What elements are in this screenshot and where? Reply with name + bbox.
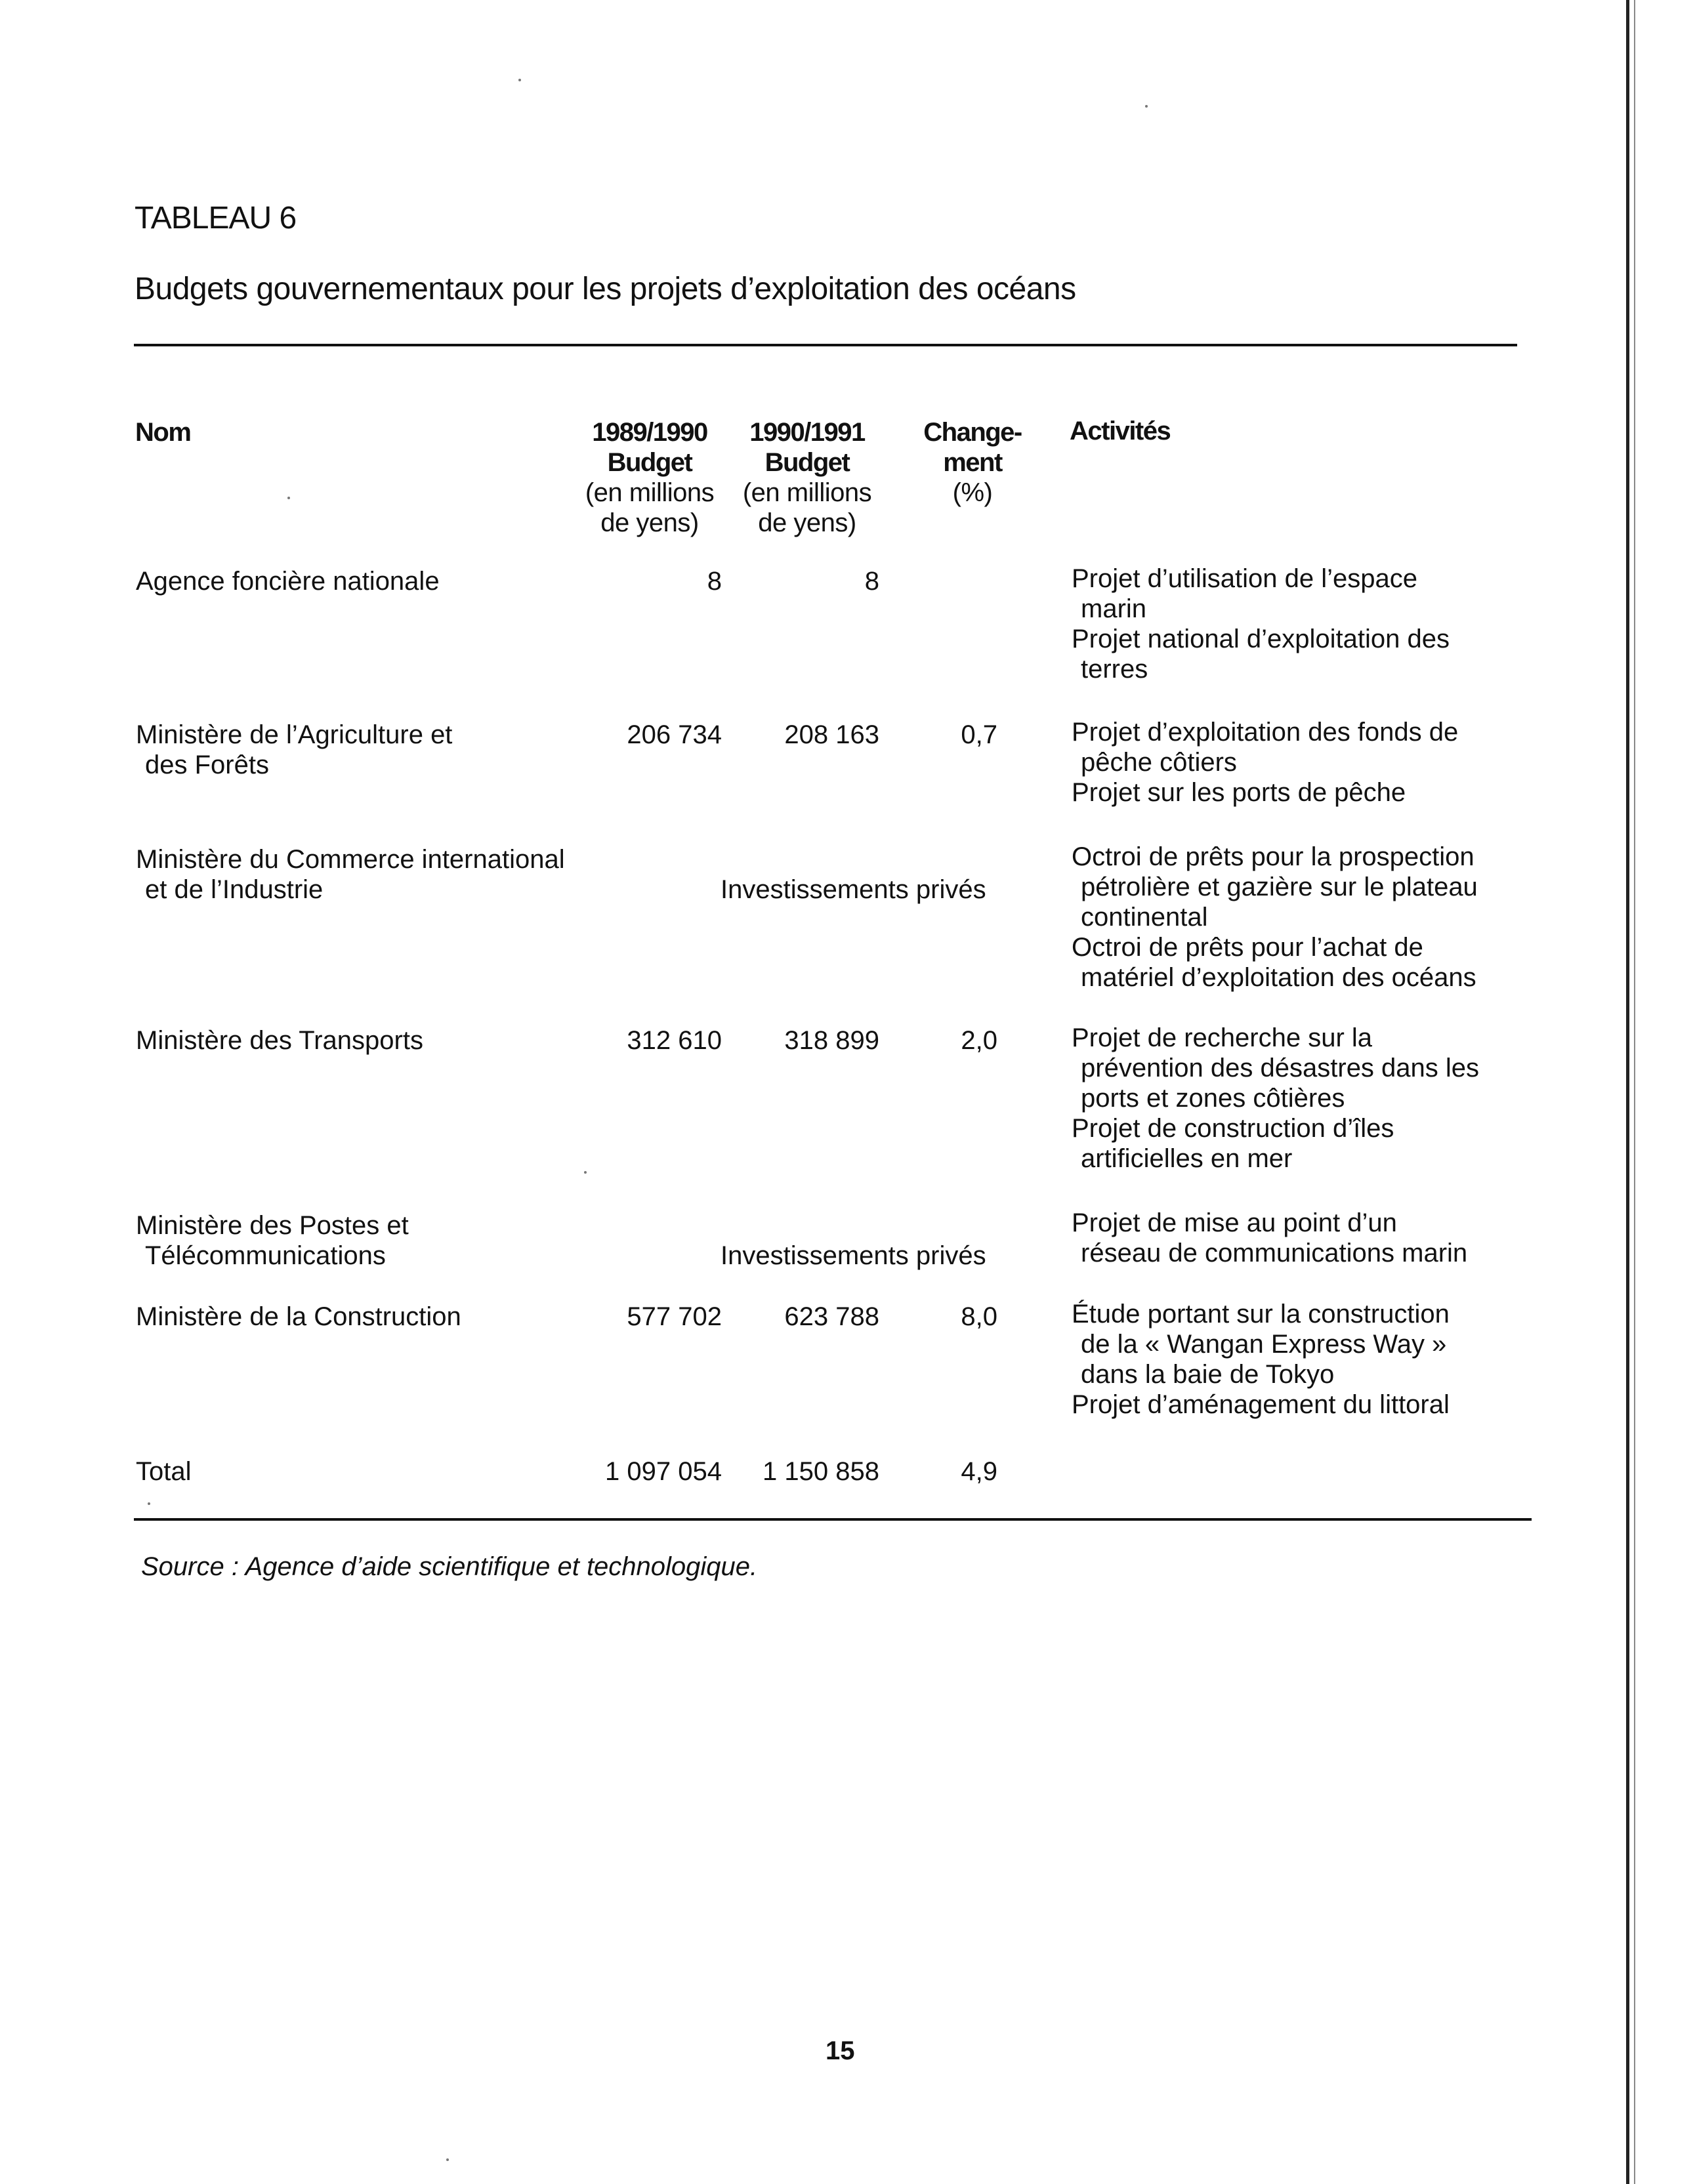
header-changement xyxy=(907,417,1038,508)
activity-line: prévention des désastres dans les xyxy=(1081,1054,1480,1082)
row-name: Agence foncière nationale xyxy=(136,567,440,596)
activity-line: Projet de mise au point d’un xyxy=(1072,1208,1397,1237)
budget-1990-cell: 318 899 xyxy=(784,1026,879,1055)
change-cell: 2,0 xyxy=(961,1026,997,1055)
budget-1989-cell: 206 734 xyxy=(627,720,722,749)
activity-line: Octroi de prêts pour la prospection xyxy=(1072,842,1475,871)
header-budget-1990-year: 1990/1991 xyxy=(749,418,865,447)
activities-cell xyxy=(1072,1023,1479,1174)
header-changement-unit: (%) xyxy=(952,478,993,507)
header-budget-1990-unit2: de yens) xyxy=(758,508,856,537)
header-nom: Nom xyxy=(135,418,191,447)
activity-line: ports et zones côtières xyxy=(1081,1084,1345,1113)
page-number: 15 xyxy=(826,2036,855,2065)
header-budget-1990-label: Budget xyxy=(764,448,850,477)
row-name: Télécommunications xyxy=(145,1241,386,1270)
activities-cell xyxy=(1072,1299,1450,1420)
scan-speck xyxy=(287,497,290,499)
activity-line: terres xyxy=(1081,655,1148,684)
activities-cell xyxy=(1072,717,1458,808)
budget-1990-cell: 8 xyxy=(864,567,879,596)
source-note: Source : Agence d’aide scientifique et technologique. xyxy=(141,1552,758,1581)
activity-line: continental xyxy=(1081,903,1208,932)
budget-1990-cell: 208 163 xyxy=(784,720,879,749)
activities-cell xyxy=(1072,1208,1467,1268)
budget-1989-cell: 312 610 xyxy=(627,1026,722,1055)
header-budget-1989-unit: (en millions xyxy=(585,478,715,507)
row-name: Ministère de la Construction xyxy=(136,1302,461,1331)
scan-speck xyxy=(148,1502,150,1505)
row-name: des Forêts xyxy=(145,751,269,779)
merged-budget-cell: Investissements privés xyxy=(721,875,986,904)
budget-1989-cell: 577 702 xyxy=(627,1302,722,1331)
activity-line: réseau de communications marin xyxy=(1081,1239,1468,1267)
header-budget-1989-label: Budget xyxy=(607,448,692,477)
activity-line: Projet d’aménagement du littoral xyxy=(1072,1390,1450,1419)
scan-speck xyxy=(584,1171,587,1174)
activity-line: Étude portant sur la construction xyxy=(1072,1300,1450,1329)
activity-line: Projet de recherche sur la xyxy=(1072,1023,1373,1052)
document-title: Budgets gouvernementaux pour les projets d’exploitation des océans xyxy=(135,272,1076,306)
activity-line: Projet d’utilisation de l’espace xyxy=(1072,564,1417,593)
activities-cell xyxy=(1072,564,1450,684)
scan-binding-edge-shadow xyxy=(1634,0,1635,2184)
activity-line: Projet d’exploitation des fonds de xyxy=(1072,718,1459,747)
activity-line: Projet de construction d’îles xyxy=(1072,1114,1394,1143)
header-budget-1990-unit: (en millions xyxy=(742,478,872,507)
row-name: Ministère du Commerce international xyxy=(136,845,565,874)
row-name: Ministère des Transports xyxy=(136,1026,423,1055)
header-activites: Activités xyxy=(1070,417,1171,445)
activity-line: Octroi de prêts pour l’achat de xyxy=(1072,933,1423,962)
change-cell: 4,9 xyxy=(961,1457,997,1486)
change-cell: 0,7 xyxy=(961,720,997,749)
scan-binding-edge xyxy=(1626,0,1629,2184)
header-changement-line2: ment xyxy=(943,448,1002,477)
budget-1989-cell: 1 097 054 xyxy=(605,1457,722,1486)
activity-line: artificielles en mer xyxy=(1081,1144,1293,1173)
activity-line: matériel d’exploitation des océans xyxy=(1081,963,1476,992)
top-rule xyxy=(134,344,1517,346)
budget-1989-cell: 8 xyxy=(707,567,722,596)
header-budget-1989-unit2: de yens) xyxy=(600,508,699,537)
activities-cell xyxy=(1072,842,1478,993)
activity-line: pétrolière et gazière sur le plateau xyxy=(1081,873,1478,901)
row-name: et de l’Industrie xyxy=(145,875,324,904)
activity-line: de la « Wangan Express Way » xyxy=(1081,1330,1447,1359)
bottom-rule xyxy=(134,1518,1532,1521)
activity-line: dans la baie de Tokyo xyxy=(1081,1360,1335,1389)
budget-1990-cell: 1 150 858 xyxy=(763,1457,879,1486)
header-budget-1989-year: 1989/1990 xyxy=(592,418,707,447)
scan-speck xyxy=(446,2158,449,2161)
header-budget-1990 xyxy=(728,417,886,538)
change-cell: 8,0 xyxy=(961,1302,997,1331)
merged-budget-cell: Investissements privés xyxy=(721,1241,986,1270)
row-name: Ministère de l’Agriculture et xyxy=(136,720,453,749)
scan-speck xyxy=(518,79,521,81)
activity-line: Projet sur les ports de pêche xyxy=(1072,778,1406,807)
activity-line: marin xyxy=(1081,594,1147,623)
table-label: TABLEAU 6 xyxy=(135,201,297,236)
activity-line: pêche côtiers xyxy=(1081,748,1237,777)
header-budget-1989 xyxy=(571,417,728,538)
scan-speck xyxy=(1145,105,1148,108)
row-name: Ministère des Postes et xyxy=(136,1211,409,1240)
row-name: Total xyxy=(136,1457,192,1486)
activity-line: Projet national d’exploitation des xyxy=(1072,625,1450,653)
budget-1990-cell: 623 788 xyxy=(784,1302,879,1331)
header-changement-line1: Change- xyxy=(923,418,1022,447)
